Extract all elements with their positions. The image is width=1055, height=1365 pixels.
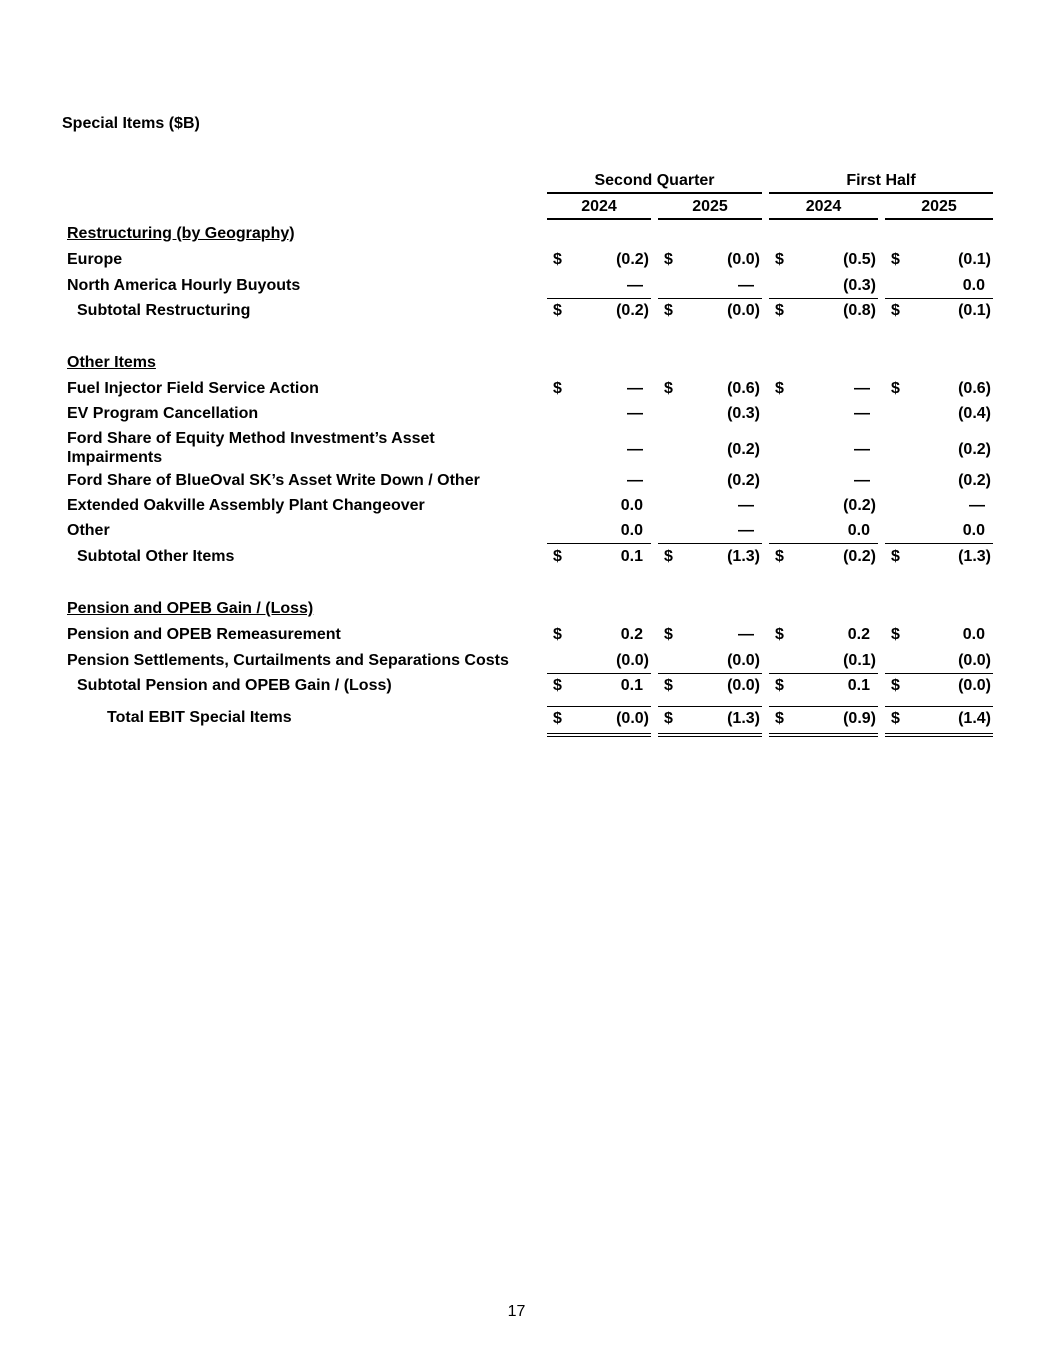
value: (0.3): [843, 277, 876, 294]
value: (0.5): [843, 251, 876, 268]
row-label: Total EBIT Special Items: [107, 709, 292, 726]
dollar-sign: $: [553, 626, 562, 643]
dollar-sign: $: [775, 251, 784, 268]
value: (0.4): [958, 405, 991, 422]
dollar-sign: $: [775, 626, 784, 643]
section-label: Restructuring (by Geography): [67, 225, 295, 242]
value: 0.2: [847, 626, 870, 643]
value: —: [627, 380, 643, 397]
value-cell: [769, 469, 878, 493]
value-cell: [885, 706, 993, 737]
value: —: [627, 405, 643, 422]
section-header-pension: [0, 597, 1055, 621]
column-header-h1-2024: 2024: [769, 198, 878, 220]
value-cell: [769, 402, 878, 426]
dollar-sign: $: [553, 710, 562, 727]
value-cell: [769, 649, 878, 674]
page-number: 17: [507, 1303, 526, 1320]
value-cell: [885, 248, 993, 272]
column-header-q2-2024: 2024: [547, 198, 651, 220]
value-cell: [547, 623, 651, 647]
value-cell: [885, 494, 993, 518]
dollar-sign: $: [664, 302, 673, 319]
value-cell: [658, 494, 762, 518]
column-header-h1-2025: 2025: [885, 198, 993, 220]
value: (0.2): [843, 548, 876, 565]
value-cell: [547, 674, 651, 698]
value: (0.2): [958, 472, 991, 489]
value: —: [738, 277, 754, 294]
value: 0.1: [620, 677, 643, 694]
dollar-sign: $: [664, 677, 673, 694]
value: —: [738, 626, 754, 643]
column-group-first-half: First Half: [769, 172, 993, 194]
value-cell: [658, 377, 762, 401]
dollar-sign: $: [891, 626, 900, 643]
value: (0.9): [843, 710, 876, 727]
value-cell: [658, 438, 762, 462]
value: 0.0: [847, 522, 870, 539]
value: 0.0: [962, 277, 985, 294]
value: —: [738, 497, 754, 514]
dollar-sign: $: [775, 380, 784, 397]
dollar-sign: $: [891, 251, 900, 268]
dollar-sign: $: [775, 710, 784, 727]
dollar-sign: $: [553, 251, 562, 268]
value: (0.0): [727, 302, 760, 319]
value-cell: [769, 519, 878, 544]
table-row-fuel-injector: [0, 377, 1055, 401]
value-cell: [769, 706, 878, 737]
dollar-sign: $: [775, 677, 784, 694]
dollar-sign: $: [891, 548, 900, 565]
value: (0.0): [616, 710, 649, 727]
value: (0.2): [843, 497, 876, 514]
value: 0.0: [620, 522, 643, 539]
value: (0.2): [616, 251, 649, 268]
table-row-na-buyouts: [0, 274, 1055, 298]
table-row-pension-remeasurement: [0, 623, 1055, 647]
value-cell: [658, 248, 762, 272]
value-cell: [885, 377, 993, 401]
table-row-blueoval: [0, 469, 1055, 493]
value-cell: [885, 545, 993, 569]
value-cell: [885, 674, 993, 698]
row-label: Subtotal Restructuring: [77, 302, 251, 319]
table-row-equity-impairments: [0, 428, 1055, 466]
value-cell: [658, 402, 762, 426]
value: 0.0: [962, 522, 985, 539]
value-cell: [547, 274, 651, 299]
value-cell: [658, 274, 762, 299]
document-title: Special Items ($B): [62, 115, 200, 132]
value: 0.0: [962, 626, 985, 643]
dollar-sign: $: [775, 548, 784, 565]
dollar-sign: $: [891, 302, 900, 319]
value: (1.3): [727, 548, 760, 565]
value: (0.0): [958, 652, 991, 669]
value-cell: [658, 706, 762, 737]
value: —: [854, 441, 870, 458]
dollar-sign: $: [664, 710, 673, 727]
value-cell: [885, 274, 993, 299]
row-label: Extended Oakville Assembly Plant Changeover: [67, 497, 425, 514]
table-row-oakville: [0, 494, 1055, 518]
value-cell: [547, 469, 651, 493]
dollar-sign: $: [775, 302, 784, 319]
value-cell: [658, 545, 762, 569]
row-label: Europe: [67, 251, 123, 268]
value-cell: [885, 438, 993, 462]
value-cell: [658, 519, 762, 544]
value: (0.0): [727, 652, 760, 669]
value-cell: [658, 299, 762, 323]
value-cell: [547, 519, 651, 544]
value-cell: [885, 649, 993, 674]
value: —: [627, 441, 643, 458]
column-group-second-quarter: Second Quarter: [547, 172, 762, 194]
row-label: Subtotal Pension and OPEB Gain / (Loss): [77, 677, 392, 694]
row-label: Subtotal Other Items: [77, 548, 235, 565]
dollar-sign: $: [553, 677, 562, 694]
dollar-sign: $: [553, 548, 562, 565]
value-cell: [769, 299, 878, 323]
value: (1.3): [958, 548, 991, 565]
value: (0.2): [958, 441, 991, 458]
dollar-sign: $: [891, 710, 900, 727]
dollar-sign: $: [553, 302, 562, 319]
table-row-subtotal-pension: [0, 674, 1055, 698]
value: 0.0: [620, 497, 643, 514]
value-cell: [547, 706, 651, 737]
value-cell: [885, 519, 993, 544]
row-label: North America Hourly Buyouts: [67, 277, 301, 294]
section-header-restructuring: [0, 222, 1055, 246]
table-row-pension-settlements: [0, 649, 1055, 673]
value-cell: [885, 469, 993, 493]
value: (0.2): [727, 472, 760, 489]
row-label: Pension Settlements, Curtailments and Separations Costs: [67, 652, 509, 669]
value: (0.8): [843, 302, 876, 319]
value-cell: [769, 377, 878, 401]
value-cell: [547, 402, 651, 426]
dollar-sign: $: [891, 677, 900, 694]
table-row-other: [0, 519, 1055, 543]
value-cell: [885, 623, 993, 647]
dollar-sign: $: [891, 380, 900, 397]
row-label: Other: [67, 522, 110, 539]
dollar-sign: $: [664, 380, 673, 397]
value-cell: [547, 438, 651, 462]
value-cell: [547, 649, 651, 674]
value: —: [969, 497, 985, 514]
dollar-sign: $: [553, 380, 562, 397]
value-cell: [769, 674, 878, 698]
value-cell: [658, 623, 762, 647]
row-label: Ford Share of BlueOval SK’s Asset Write Down / Other: [67, 472, 480, 489]
value: (0.0): [958, 677, 991, 694]
value: (0.1): [958, 251, 991, 268]
value: (0.0): [727, 677, 760, 694]
dollar-sign: $: [664, 548, 673, 565]
dollar-sign: $: [664, 626, 673, 643]
value: (0.1): [958, 302, 991, 319]
value: 0.2: [620, 626, 643, 643]
value: (0.0): [616, 652, 649, 669]
value: —: [738, 522, 754, 539]
value-cell: [547, 545, 651, 569]
table-row-subtotal-other: [0, 545, 1055, 569]
value-cell: [658, 649, 762, 674]
value: (0.6): [958, 380, 991, 397]
value: (0.6): [727, 380, 760, 397]
dollar-sign: $: [664, 251, 673, 268]
value: —: [854, 405, 870, 422]
value: (0.2): [727, 441, 760, 458]
value-cell: [547, 494, 651, 518]
value-cell: [658, 674, 762, 698]
value-cell: [547, 377, 651, 401]
table-row-total-ebit: [0, 706, 1055, 730]
value: —: [854, 380, 870, 397]
value: 0.1: [847, 677, 870, 694]
value: (0.1): [843, 652, 876, 669]
value: —: [627, 472, 643, 489]
value-cell: [885, 402, 993, 426]
value: —: [627, 277, 643, 294]
value: (1.3): [727, 710, 760, 727]
value-cell: [547, 299, 651, 323]
row-label: Ford Share of Equity Method Investment’s Asset Impairments: [67, 430, 435, 466]
value-cell: [658, 469, 762, 493]
value: (1.4): [958, 710, 991, 727]
value-cell: [885, 299, 993, 323]
value: —: [854, 472, 870, 489]
value: (0.3): [727, 405, 760, 422]
value: 0.1: [620, 548, 643, 565]
value-cell: [769, 623, 878, 647]
value-cell: [547, 248, 651, 272]
column-header-q2-2025: 2025: [658, 198, 762, 220]
value-cell: [769, 274, 878, 299]
value-cell: [769, 248, 878, 272]
section-label: Other Items: [67, 354, 156, 371]
section-header-other-items: [0, 351, 1055, 375]
table-row-subtotal-restructuring: [0, 299, 1055, 323]
table-row-europe: [0, 248, 1055, 272]
table-row-ev-cancellation: [0, 402, 1055, 426]
row-label: Pension and OPEB Remeasurement: [67, 626, 341, 643]
value: (0.2): [616, 302, 649, 319]
value-cell: [769, 545, 878, 569]
row-label: Fuel Injector Field Service Action: [67, 380, 319, 397]
value: (0.0): [727, 251, 760, 268]
value-cell: [769, 438, 878, 462]
section-label: Pension and OPEB Gain / (Loss): [67, 600, 314, 617]
value-cell: [769, 494, 878, 518]
row-label: EV Program Cancellation: [67, 405, 259, 422]
